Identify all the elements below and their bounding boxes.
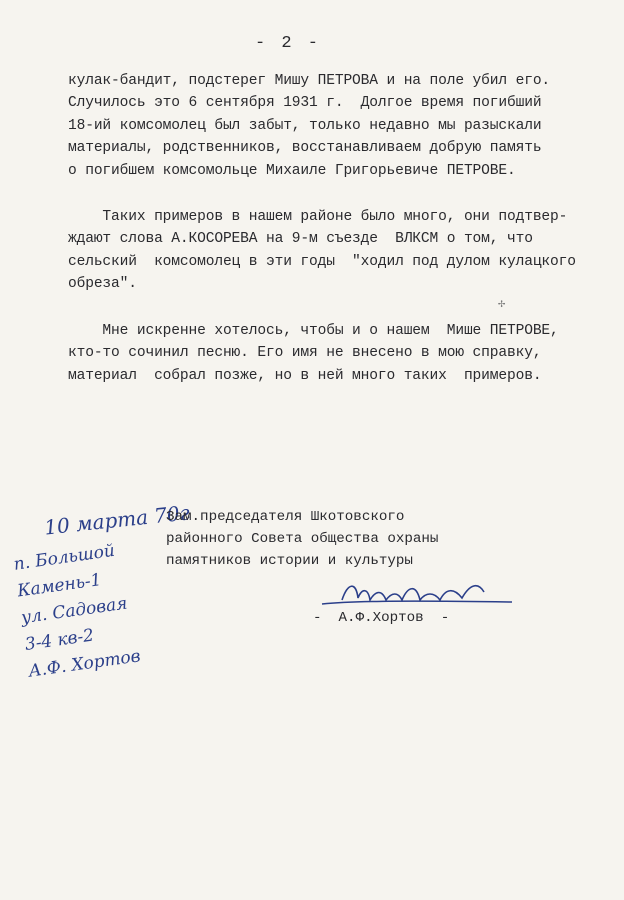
- ink-speck-icon: ✢: [498, 297, 506, 311]
- handwritten-signature-icon: [312, 578, 522, 614]
- paragraph-3: Мне искренне хотелось, чтобы и о нашем Мише ПЕТРОВЕ, кто-то сочинил песню. Его имя не внесено в мою справку, материал собрал позже, но в ней много таких примеров.: [68, 323, 559, 384]
- handwritten-date: 10 марта 70г: [43, 500, 191, 540]
- paragraph-2: Таких примеров в нашем районе было много, они подтвер- ждают слова А.КОСОРЕВА на 9-м съезде ВЛКСМ о том, что сельский комсомолец в эти годы "ходил под дулом кулацкого обреза".: [68, 209, 576, 293]
- handwritten-address: п. Большой Камень-1 ул. Садовая 3-4 кв-2 А.Ф. Хортов: [12, 540, 142, 682]
- paragraph-1: кулак-бандит, подстерег Мишу ПЕТРОВА и на поле убил его. Случилось это 6 сентября 1931 г. Долгое время погибший 18-ий комсомолец был забыт, только недавно мы разыскали материалы, родственников, восстанавливаем добрую память о погибшем комсомольце Михаиле Григорьевиче ПЕТРОВЕ.: [68, 73, 551, 179]
- signature-title: Зам.председателя Шкотовского районного Совета общества охраны памятников истории и культуры: [166, 509, 439, 569]
- signer-name: - А.Ф.Хортов -: [313, 610, 450, 626]
- page-number: - 2 -: [255, 34, 322, 53]
